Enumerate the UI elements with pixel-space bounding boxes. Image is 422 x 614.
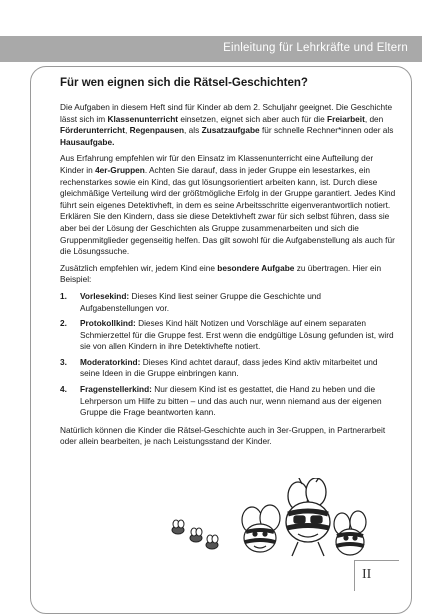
list-item <box>60 357 396 380</box>
p1-text: einsetzen, eignet sich aber auch für die <box>178 113 328 124</box>
header-title: Einleitung für Lehrkräfte und Eltern <box>223 42 408 54</box>
p1-bold-hausaufgabe: Hausaufgabe. <box>60 136 115 147</box>
p1-bold-klassenunterricht: Klassenunterricht <box>107 113 179 124</box>
paragraph-closing: Natürlich können die Kinder die Rätsel-Geschichte auch in 3er-Gruppen, in Partnerarbeit oder allein bearbeiten, je nach Leistungsstand der Kinder. <box>60 424 386 447</box>
paragraph-tasks <box>60 263 396 286</box>
p1-bold-freiarbeit: Freiarbeit <box>327 113 365 124</box>
list-text: Dieses Kind liest seiner Gruppe die Geschichte und Aufgabenstellungen vor. <box>80 290 322 313</box>
list-term: Fragenstellerkind: <box>80 384 152 395</box>
list-number: 4. <box>60 384 67 395</box>
list-number: 2. <box>60 318 67 329</box>
bees-illustration <box>170 478 370 568</box>
list-term: Vorlesekind: <box>80 290 130 301</box>
list-item <box>60 384 396 419</box>
paragraph-audience <box>60 102 396 148</box>
page-number: II <box>362 567 372 582</box>
p1-text: Die Geschichte lässt sich im <box>60 102 393 124</box>
section-heading: Für wen eignen sich die Rätsel-Geschichten? <box>60 77 308 89</box>
p2-text: Aus Erfahrung empfehlen wir für den Einsatz im Klassenunterricht eine Aufteilung der Kinder in <box>60 153 374 175</box>
paragraph-groups <box>60 153 396 257</box>
small-bee-icon <box>172 520 184 534</box>
p1-sentence1: Die Aufgaben in diesem Heft sind für Kinder ab dem 2. Schuljahr geeignet. <box>60 102 334 112</box>
list-number: 1. <box>60 290 67 301</box>
list-text: Nur diesem Kind ist es gestattet, die Hand zu heben und die Lehrperson um Hilfe zu bitten – und das auch nur, wenn niemand aus der eigenen Gruppe die Frage beantworten kann. <box>80 384 382 418</box>
p1-text: , als <box>184 125 202 136</box>
list-term: Protokollkind: <box>80 318 136 329</box>
page-number-box <box>354 560 399 591</box>
p1-text: , den <box>364 113 384 124</box>
bee-icon <box>242 505 280 552</box>
p3-text: Zusätzlich empfehlen wir, jedem Kind eine <box>60 262 218 273</box>
p1-bold-zusatzaufgabe: Zusatzaufgabe <box>201 125 260 136</box>
p1-bold-foerderunterricht: Förderunterricht <box>60 125 125 136</box>
p1-text: , <box>125 125 130 136</box>
p1-text: für schnelle Rechner*innen oder als <box>259 125 394 136</box>
list-text: Dieses Kind achtet darauf, dass jedes Kind aktiv mitarbeitet und seine Ideen in die Gruppe einbringen kann. <box>80 356 378 379</box>
list-item <box>60 318 396 353</box>
p2-text: . Achten Sie darauf, dass in jeder Gruppe ein lesestarkes, ein rechenstarkes sowie ein Kind, das gut lösungsorientiert arbeiten kann, ist. Durch diese gleichmäßige Verteilung wird der größtmögliche Erfolg in der Gruppe garantiert. Jedes Kind führt sein eigenes Detektivheft, in dem es seine Arbeitsschritte eigenverantwortlich notiert. Erklären Sie den Kindern, dass sie diese Detektivheft zwar für sich selbst führen, dass sie aber bei der Lösung der Geschichten als Gruppe zusammenarbeiten und sich die Gruppenmitglieder gegenseitig helfen. Das gilt sowohl für die Aufgabenstellung als auch für die Lösungssuche. <box>60 164 396 257</box>
p1-bold-regenpausen: Regenpausen <box>129 125 185 136</box>
list-item <box>60 291 396 314</box>
role-list <box>60 291 396 419</box>
bee-icon <box>334 511 366 555</box>
list-term: Moderatorkind: <box>80 356 141 367</box>
p2-bold-groups: 4er-Gruppen <box>95 164 145 175</box>
small-bee-icon <box>206 535 218 549</box>
list-number: 3. <box>60 356 67 367</box>
main-content <box>60 76 396 453</box>
p3-bold-task: besondere Aufgabe <box>217 262 295 273</box>
small-bee-icon <box>190 528 202 542</box>
list-text: Dieses Kind hält Notizen und Vorschläge auf einem separaten Schmierzettel für die Gruppe fest. Erst wenn die endgültige Lösung gefunden ist, wird sie von allen Kindern in ihre Detektivhefte notiert. <box>80 318 394 352</box>
big-bee-icon <box>286 478 330 556</box>
p3-text: zu übertragen. Hier ein Beispiel: <box>60 262 382 285</box>
